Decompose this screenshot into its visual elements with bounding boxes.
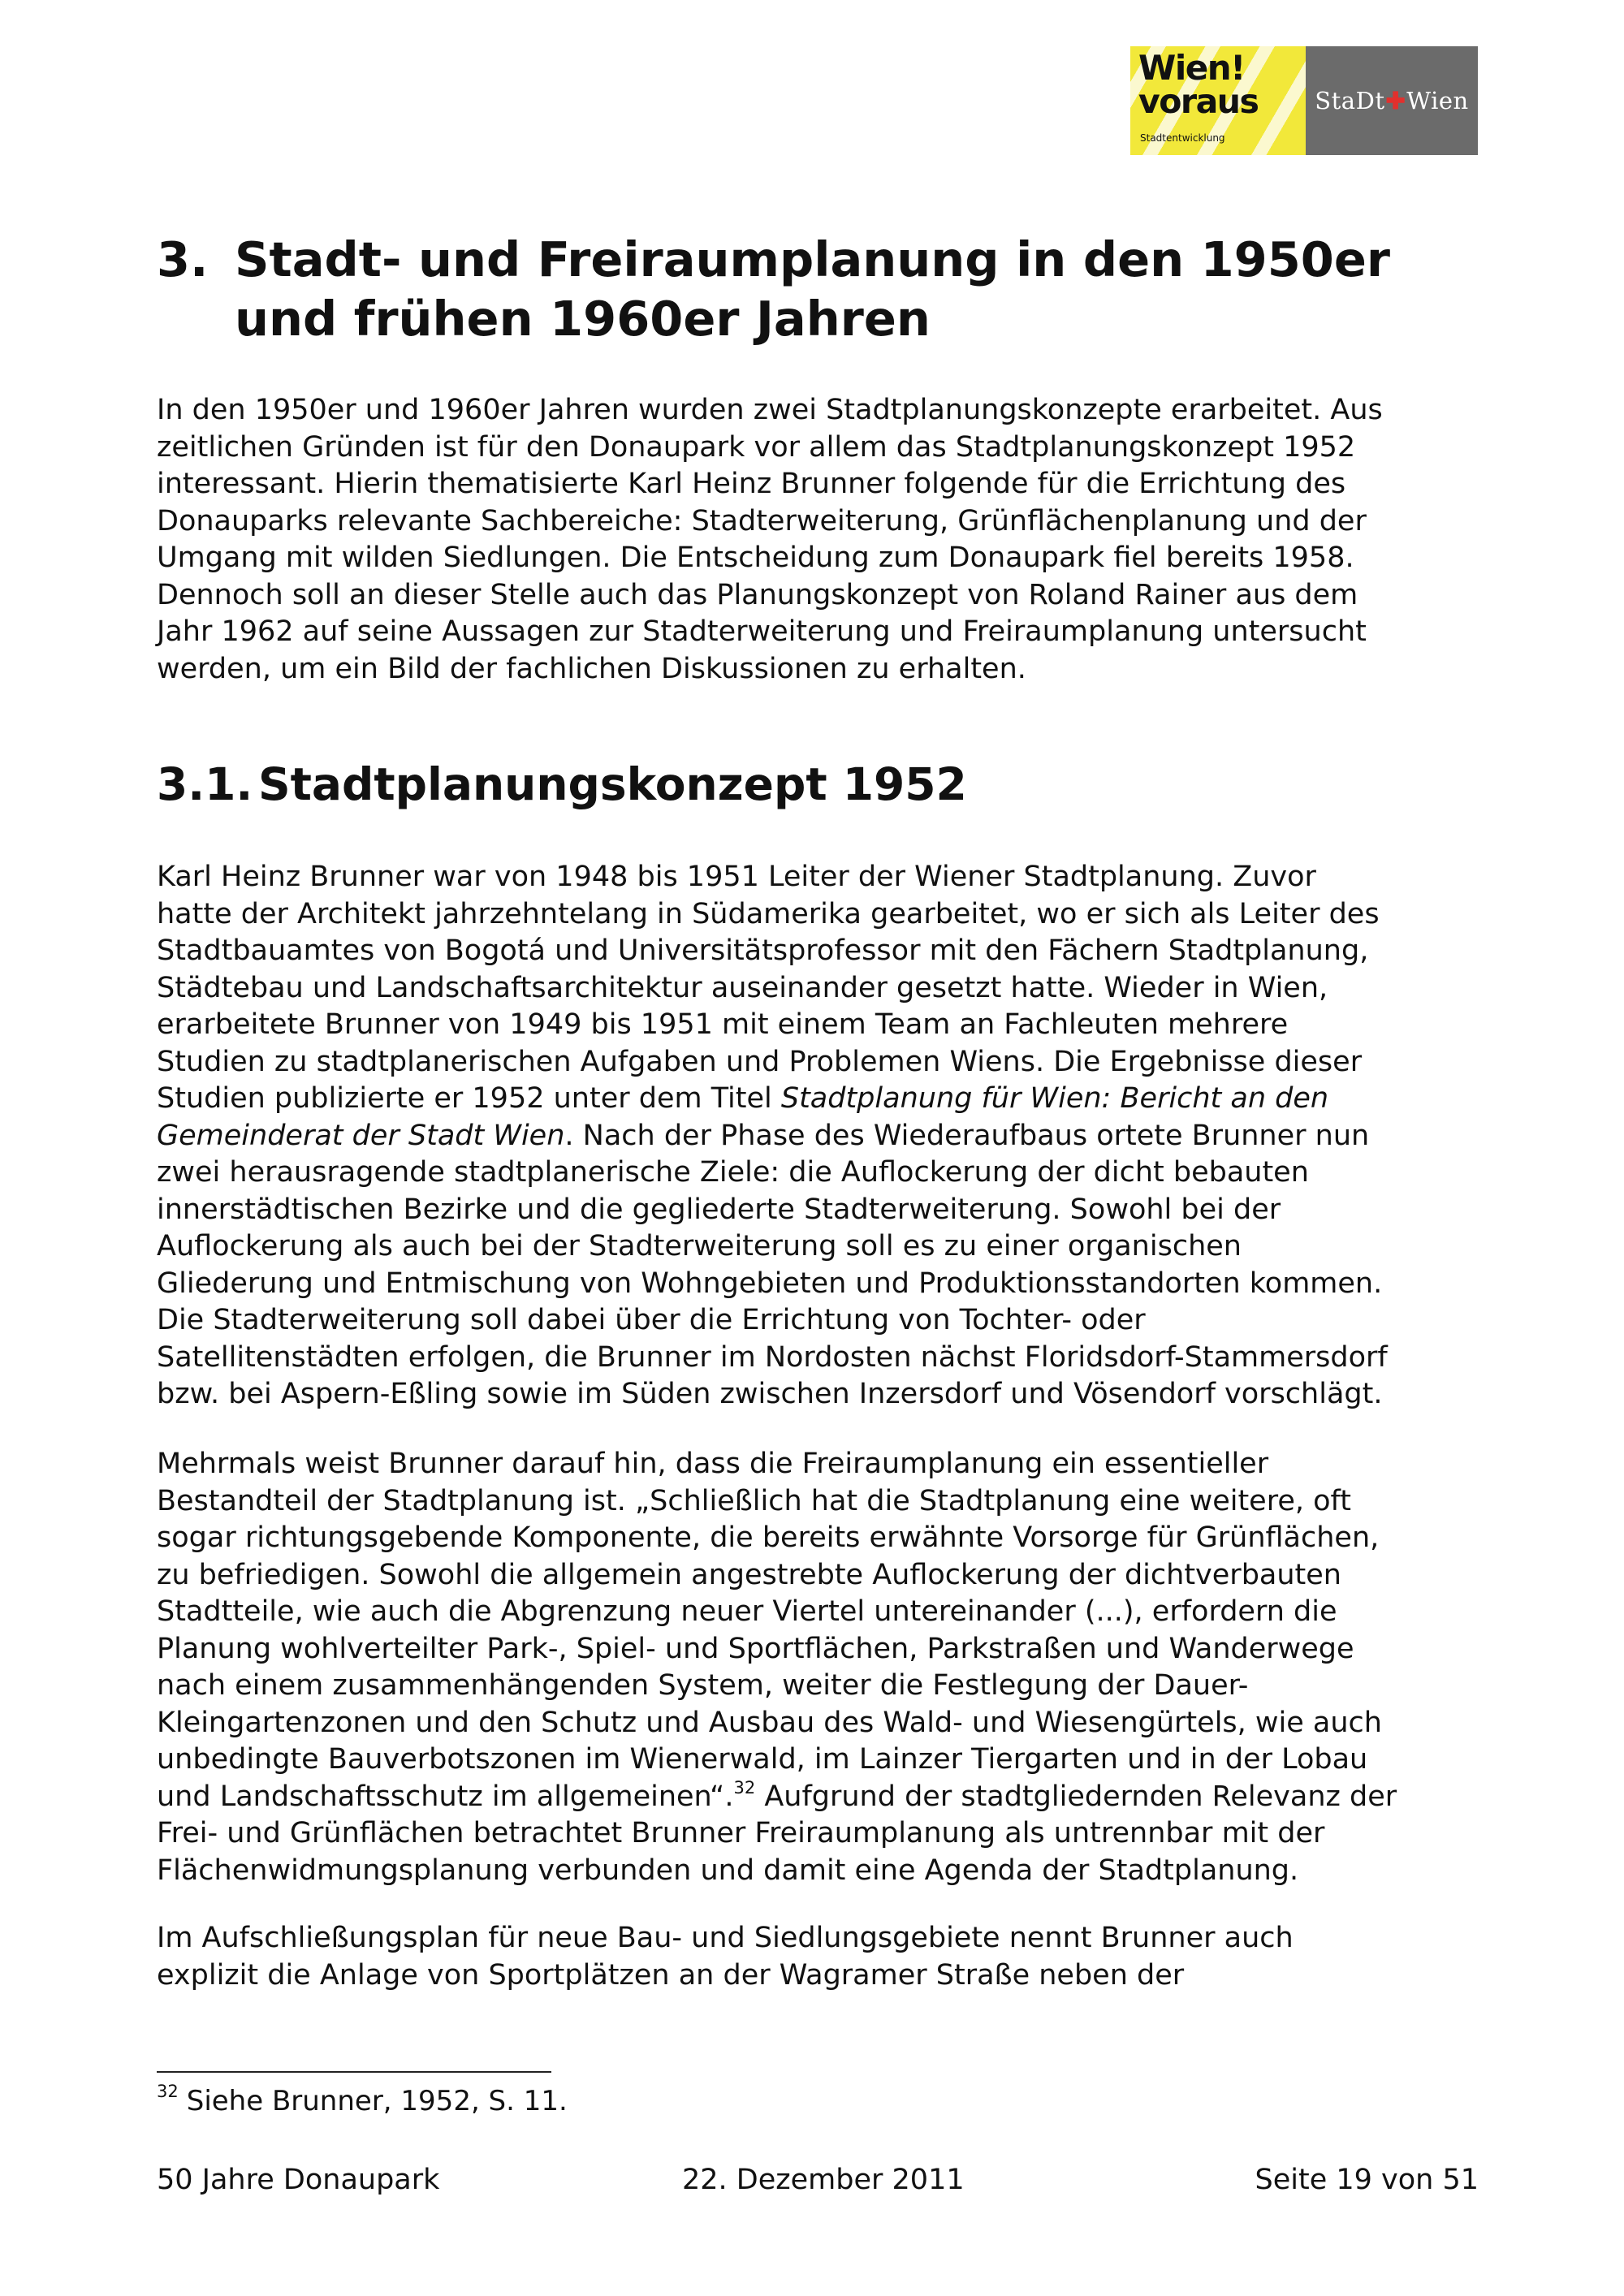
text-line: unbedingte Bauverbotszonen im Wienerwald, im Lainzer Tiergarten und in der Lobau bbox=[157, 1743, 1368, 1776]
wien-logo-line1: Wien! bbox=[1138, 48, 1245, 88]
text-line: nach einem zusammenhängenden System, weiter die Festlegung der Dauer- bbox=[157, 1669, 1249, 1702]
text-line: Donauparks relevante Sachbereiche: Stadterweiterung, Grünflächenplanung und der bbox=[157, 504, 1367, 537]
footnote bbox=[157, 2082, 568, 2117]
text-line: Flächenwidmungsplanung verbunden und damit eine Agenda der Stadtplanung. bbox=[157, 1854, 1299, 1887]
chapter-title-line2: und frühen 1960er Jahren bbox=[235, 291, 931, 347]
stadt-wien-logo bbox=[1306, 46, 1478, 155]
paragraph-aufschliessungsplan bbox=[157, 1920, 1488, 1994]
text-line: Planung wohlverteilter Park-, Spiel- und Sportflächen, Parkstraßen und Wanderwege bbox=[157, 1632, 1354, 1665]
text-line bbox=[157, 1779, 1488, 1816]
wien-logo-subtitle: Stadtentwicklung bbox=[1140, 132, 1225, 144]
text-line: In den 1950er und 1960er Jahren wurden zwei Stadtplanungskonzepte erarbeitet. Aus bbox=[157, 394, 1383, 426]
text-line: erarbeitete Brunner von 1949 bis 1951 mit einem Team an Fachleuten mehrere bbox=[157, 1008, 1289, 1041]
text-line: Satellitenstädten erfolgen, die Brunner im Nordosten nächst Floridsdorf-Stammersdorf bbox=[157, 1340, 1388, 1374]
text-line: Dennoch soll an dieser Stelle auch das Planungskonzept von Roland Rainer aus dem bbox=[157, 578, 1358, 611]
text-line: interessant. Hierin thematisierte Karl Heinz Brunner folgende für die Errichtung des bbox=[157, 468, 1346, 500]
text-line: innerstädtischen Bezirke und die gegliederte Stadterweiterung. Sowohl bei der bbox=[157, 1193, 1281, 1226]
chapter-title-line1: Stadt- und Freiraumplanung in den 1950er bbox=[235, 231, 1390, 287]
text-line: bzw. bei Aspern-Eßling sowie im Süden zwischen Inzersdorf und Vösendorf vorschlägt. bbox=[157, 1378, 1383, 1410]
section-number: 3.1. bbox=[157, 758, 253, 810]
text-line: Bestandteil der Stadtplanung ist. „Schließlich hat die Stadtplanung eine weitere, oft bbox=[157, 1484, 1351, 1517]
paragraph-freiraumplanung bbox=[157, 1446, 1488, 1889]
footnote-reference[interactable]: 32 bbox=[733, 1777, 756, 1798]
text-line: Im Aufschließungsplan für neue Bau- und Siedlungsgebiete nennt Brunner auch bbox=[157, 1922, 1294, 1954]
paragraph-brunner bbox=[157, 859, 1488, 1413]
text-line: Umgang mit wilden Siedlungen. Die Entscheidung zum Donaupark fiel bereits 1958. bbox=[157, 542, 1354, 574]
text-line: hatte der Architekt jahrzehntelang in Südamerika gearbeitet, wo er sich als Leiter des bbox=[157, 897, 1380, 930]
text-line: werden, um ein Bild der fachlichen Diskussionen zu erhalten. bbox=[157, 652, 1026, 685]
text-line: Gliederung und Entmischung von Wohngebieten und Produktionsstandorten kommen. bbox=[157, 1267, 1383, 1300]
text-line: Karl Heinz Brunner war von 1948 bis 1951 Leiter der Wiener Stadtplanung. Zuvor bbox=[157, 861, 1316, 893]
wien-voraus-logo bbox=[1130, 46, 1306, 155]
text-line: Stadtbauamtes von Bogotá und Universitätsprofessor mit den Fächern Stadtplanung, bbox=[157, 934, 1369, 967]
text-line: zwei herausragende stadtplanerische Ziele: die Auflockerung der dicht bebauten bbox=[157, 1156, 1309, 1189]
text-line: Frei- und Grünflächen betrachtet Brunner Freiraumplanung als untrennbar mit der bbox=[157, 1817, 1325, 1849]
text-line: Die Stadterweiterung soll dabei über die Errichtung von Tochter- oder bbox=[157, 1304, 1146, 1336]
footnote-number: 32 bbox=[157, 2082, 179, 2101]
text-line: Stadtteile, wie auch die Abgrenzung neuer Viertel untereinander (...), erfordern die bbox=[157, 1595, 1337, 1628]
section-title: Stadtplanungskonzept 1952 bbox=[258, 758, 967, 810]
chapter-number: 3. bbox=[157, 231, 209, 287]
text-line: zeitlichen Gründen ist für den Donaupark vor allem das Stadtplanungskonzept 1952 bbox=[157, 430, 1356, 464]
publication-title: Stadtplanung für Wien: Bericht an den bbox=[780, 1082, 1329, 1115]
text-line bbox=[157, 1081, 1488, 1118]
footnote-divider bbox=[157, 2071, 551, 2073]
text-line: Städtebau und Landschaftsarchitektur auseinander gesetzt hatte. Wieder in Wien, bbox=[157, 971, 1328, 1004]
stadt-logo-post: Wien bbox=[1406, 87, 1469, 114]
footer-title: 50 Jahre Donaupark bbox=[157, 2164, 440, 2196]
text-line: Auflockerung als auch bei der Stadterweiterung soll es zu einer organischen bbox=[157, 1230, 1242, 1262]
text-line: Kleingartenzonen und den Schutz und Ausbau des Wald- und Wiesengürtels, wie auch bbox=[157, 1706, 1382, 1739]
text-line: sogar richtungsgebende Komponente, die bereits erwähnte Vorsorge für Grünflächen, bbox=[157, 1521, 1380, 1554]
text-line: zu befriedigen. Sowohl die allgemein angestrebte Auflockerung der dichtverbauten bbox=[157, 1558, 1341, 1591]
footer-page-number: Seite 19 von 51 bbox=[1255, 2164, 1479, 2196]
text-segment: Studien publizierte er 1952 unter dem Titel bbox=[157, 1082, 781, 1115]
footnote-text: Siehe Brunner, 1952, S. 11. bbox=[186, 2085, 568, 2117]
text-line: explizit die Anlage von Sportplätzen an der Wagramer Straße neben der bbox=[157, 1958, 1185, 1992]
text-segment: . Nach der Phase des Wiederaufbaus ortete Brunner nun bbox=[564, 1119, 1370, 1152]
stadt-logo-pre: StaDt bbox=[1315, 87, 1385, 114]
intro-paragraph bbox=[157, 392, 1488, 688]
text-segment: und Landschaftsschutz im allgemeinen“. bbox=[157, 1780, 734, 1813]
footer-date: 22. Dezember 2011 bbox=[682, 2164, 965, 2196]
chapter-title bbox=[235, 230, 1485, 348]
text-line: Mehrmals weist Brunner darauf hin, dass die Freiraumplanung ein essentieller bbox=[157, 1448, 1269, 1480]
text-line: Studien zu stadtplanerischen Aufgaben und Problemen Wiens. Die Ergebnisse dieser bbox=[157, 1045, 1363, 1078]
text-line: Jahr 1962 auf seine Aussagen zur Stadterweiterung und Freiraumplanung untersucht bbox=[157, 615, 1367, 648]
stadt-cross-icon: ✚ bbox=[1385, 87, 1406, 114]
text-segment: Aufgrund der stadtgliedernden Relevanz der bbox=[755, 1780, 1397, 1813]
wien-logo-line2: voraus bbox=[1138, 82, 1259, 121]
text-line bbox=[157, 1118, 1488, 1155]
publication-title-cont: Gemeinderat der Stadt Wien bbox=[157, 1119, 565, 1152]
